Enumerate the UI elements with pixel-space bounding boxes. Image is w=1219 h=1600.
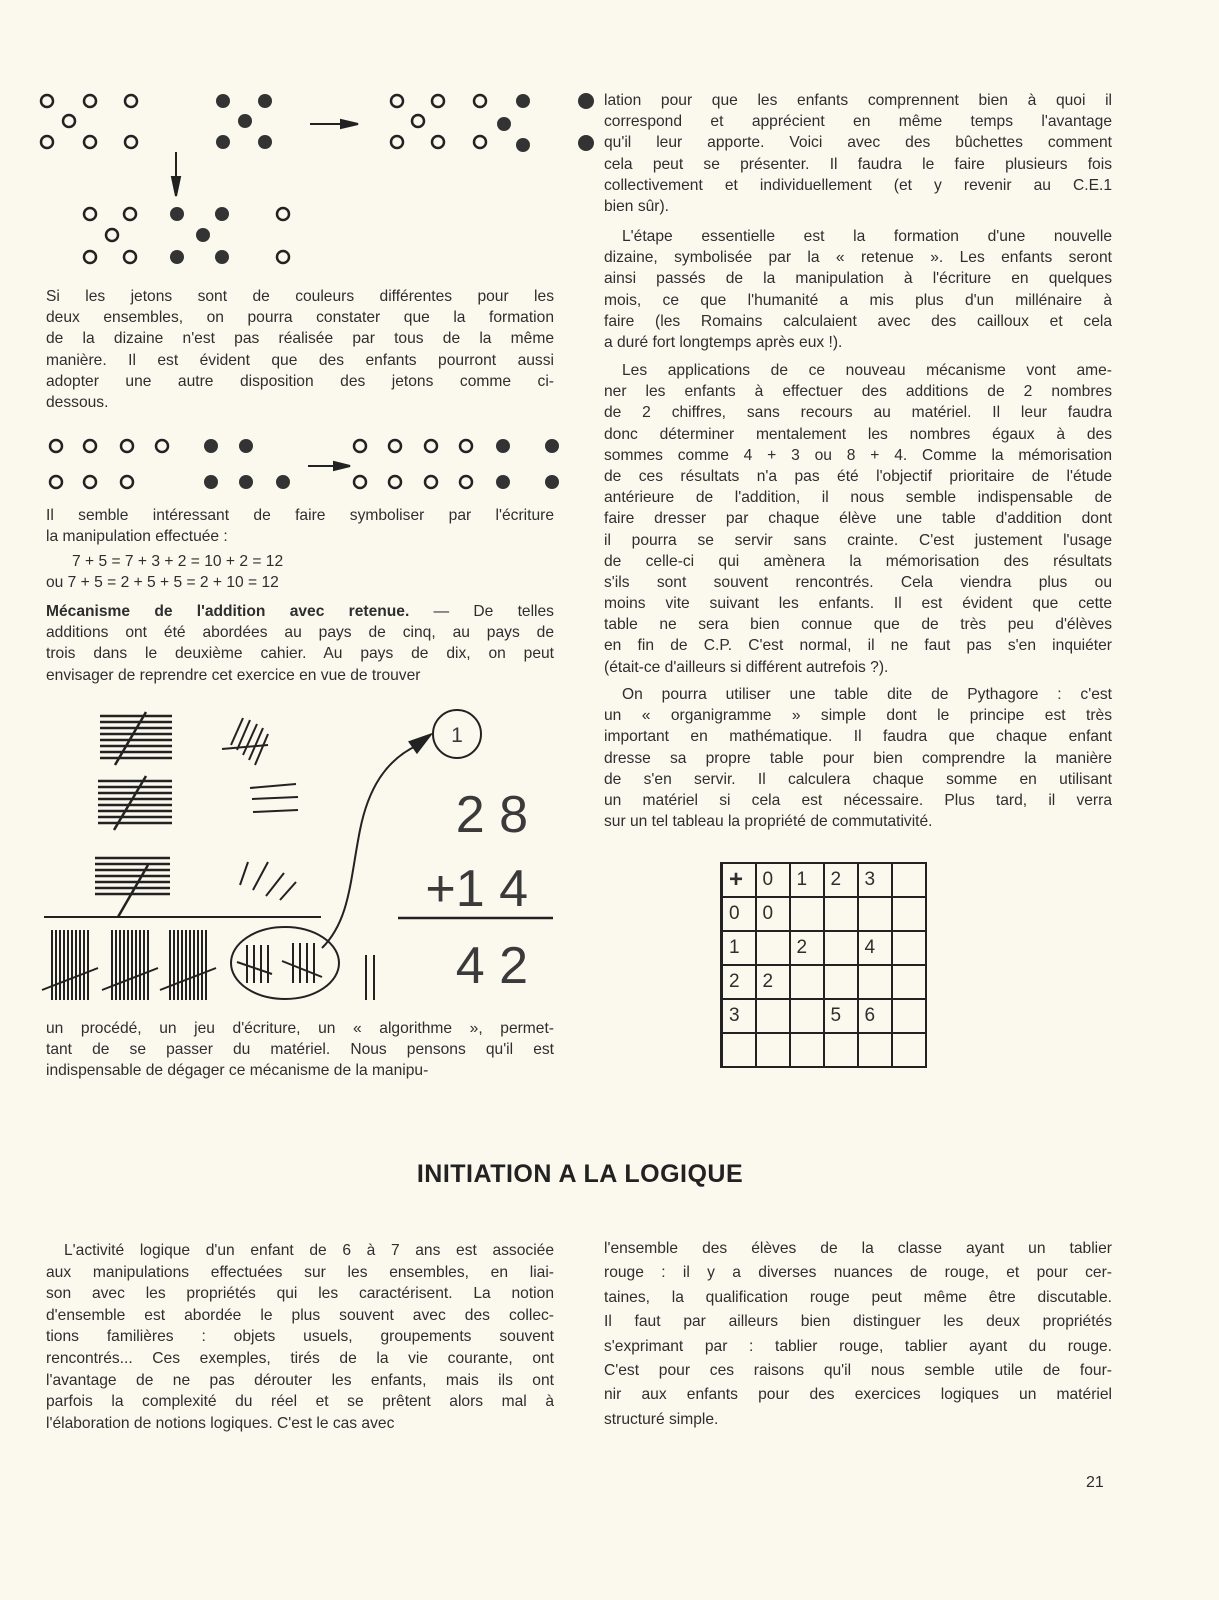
- paragraph-line: a duré fort longtemps après eux !).: [604, 333, 843, 351]
- table-cell: [892, 1033, 926, 1067]
- paragraph-line: un matériel si cela est nécessaire. Plus tard, il verra: [604, 791, 1112, 809]
- table-row: [722, 897, 926, 931]
- paragraph-line: L'étape essentielle est la formation d'une nouvelle: [622, 228, 1112, 245]
- table-cell: 1: [722, 931, 756, 965]
- paragraph-line: qu'il leur apporte. Voici avec des bûchettes comment: [604, 134, 1112, 152]
- table-cell: 4: [858, 931, 892, 965]
- table-cell: 0: [756, 897, 790, 931]
- paragraph-line: correspond et apprécient en même temps l'avantage: [604, 113, 1112, 131]
- paragraph-logic-right: [604, 1237, 1112, 1432]
- paragraph-line: tant de se passer du matériel. Nous pensons qu'il est: [46, 1041, 554, 1059]
- paragraph-line: de s'en servir. Il calculera chaque somme en utilisant: [604, 770, 1112, 788]
- bundle-of-ten-sticks-icon: [160, 930, 216, 1000]
- paragraph-line: Si les jetons sont de couleurs différentes pour les: [46, 288, 554, 305]
- paragraph-line: parfois la complexité du réel et se prêtent alors mal à: [46, 1393, 554, 1411]
- paragraph-line: de celle-ci qui amènera la mémorisation des résultats: [604, 552, 1112, 570]
- table-cell: 3: [858, 863, 892, 897]
- paragraph-algorithm: [46, 1018, 554, 1082]
- paragraph-line: taines, la qualification rouge peut même être discutable.: [604, 1288, 1112, 1306]
- paragraph-line: table ne sera bien connue que de très peu d'élèves: [604, 616, 1112, 634]
- paragraph-line: adopter une autre disposition des jetons comme ci-: [46, 372, 554, 390]
- table-cell: [858, 965, 892, 999]
- paragraph-line: Il faut par ailleurs bien distinguer les deux propriétés: [604, 1313, 1112, 1331]
- paragraph-line: dresse sa propre table pour bien comprendre la manière: [604, 749, 1112, 767]
- paragraph-line: structuré simple.: [604, 1410, 719, 1428]
- paragraph-right-2: [604, 226, 1112, 353]
- table-cell: 2: [790, 931, 824, 965]
- paragraph-line: additions ont été abordées au pays de cinq, au pays de: [46, 624, 554, 642]
- paragraph-line: moins vite suivant les enfants. Il est évident que cette: [604, 595, 1112, 613]
- paragraph-line: envisager de reprendre cet exercice en vue de trouver: [46, 666, 421, 684]
- carry-digit: 1: [451, 724, 463, 747]
- addition-with-carry-figure: [0, 0, 600, 1010]
- paragraph-line: rencontrés... Ces exemples, tirés de la vie courante, ont: [46, 1349, 554, 1367]
- paragraph-line: deux ensembles, on pourra constater que la formation: [46, 309, 554, 327]
- table-cell: [892, 931, 926, 965]
- paragraph-line: bien sûr).: [604, 197, 670, 215]
- paragraph-line: son avec les propriétés qui les caractérisent. La notion: [46, 1285, 554, 1303]
- paragraph-line: un procédé, un jeu d'écriture, un « algorithme », permet-: [46, 1020, 554, 1037]
- paragraph-line: il pourra se servir sans crainte. C'est justement l'usage: [604, 531, 1112, 549]
- paragraph-line: ner les enfants à effectuer des additions de 2 nombres: [604, 383, 1112, 401]
- table-cell: [858, 897, 892, 931]
- paragraph-line: l'avantage de ne pas dérouter les enfants, mais ils ont: [46, 1371, 554, 1389]
- formula-2: ou 7 + 5 = 2 + 5 + 5 = 2 + 10 = 12: [46, 574, 279, 591]
- paragraph-line: de ces résultats n'a pas été l'objectif prioritaire de l'étude: [604, 467, 1112, 485]
- paragraph-line: rouge : il y a diverses nuances de rouge, et pour cer-: [604, 1264, 1112, 1282]
- table-cell: [892, 999, 926, 1033]
- page-number: 21: [1086, 1474, 1104, 1491]
- table-cell: 6: [858, 999, 892, 1033]
- table-row: [722, 999, 926, 1033]
- addend-1: 2 8: [455, 786, 528, 844]
- ten-bundle-icon: [100, 712, 172, 765]
- paragraph-line: L'activité logique d'un enfant de 6 à 7 ans est associée: [64, 1242, 554, 1259]
- table-cell: [756, 999, 790, 1033]
- paragraph-line: Les applications de ce nouveau mécanisme vont ame-: [622, 362, 1112, 379]
- paragraph-line: l'ensemble des élèves de la classe ayant un tablier: [604, 1240, 1112, 1257]
- paragraph-line: faire dresser par chaque élève une table d'addition dont: [604, 510, 1112, 528]
- paragraph-line: cela peut se présenter. Il faudra le faire plusieurs fois: [604, 155, 1112, 173]
- paragraph-line: antérieure de l'addition, il nous semble indispensable de: [604, 489, 1112, 507]
- paragraph-right-3: [604, 360, 1112, 678]
- paragraph-line: un « organigramme » simple dont le principe est très: [604, 707, 1112, 725]
- paragraph-line: faire (les Romains calculaient avec des cailloux et cela: [604, 312, 1112, 330]
- table-cell: [790, 965, 824, 999]
- paragraph-line-text: — De telles: [409, 603, 554, 620]
- table-cell: [790, 999, 824, 1033]
- paragraph-line: en fin de C.P. C'est normal, il ne faut pas s'en inquiéter: [604, 637, 1112, 655]
- paragraph-right-1: [604, 90, 1112, 217]
- table-row: [722, 965, 926, 999]
- paragraph-line: ainsi passés de la manipulation à l'écriture en quelques: [604, 270, 1112, 288]
- paragraph-line: donc déterminer mentalement les nombres égaux à des: [604, 425, 1112, 443]
- table-row: [722, 863, 926, 897]
- table-cell: [824, 897, 858, 931]
- paragraph-line: Il semble intéressant de faire symboliser par l'écriture: [46, 507, 554, 524]
- pythagore-addition-table: [720, 862, 927, 1068]
- mechanism-heading: Mécanisme de l'addition avec retenue.: [46, 603, 410, 620]
- paragraph-line: dizaine, symbolisée par la « retenue ». Les enfants seront: [604, 249, 1112, 267]
- bullet-icon: [578, 93, 594, 109]
- paragraph-line: s'ils sont souvent rencontrés. Cela viendra plus ou: [604, 573, 1112, 591]
- table-row: [722, 1033, 926, 1067]
- paragraph-line: (était-ce d'ailleurs si différent autrefois ?).: [604, 658, 889, 676]
- paragraph-line: s'exprimant par : tablier rouge, tablier ayant du rouge.: [604, 1337, 1112, 1355]
- paragraph-line: nir aux enfants pour des exercices logiques un matériel: [604, 1386, 1112, 1404]
- table-cell: 2: [722, 965, 756, 999]
- table-cell: [858, 1033, 892, 1067]
- paragraph-right-4: [604, 684, 1112, 832]
- paragraph-line: sommes comme 4 + 3 ou 8 + 4. Comme la mémorisation: [604, 446, 1112, 464]
- paragraph-line: manière. Il est évident que des enfants pourront aussi: [46, 351, 554, 369]
- paragraph-line: mois, ce que l'humanité a mis plus d'un millénaire à: [604, 291, 1112, 309]
- table-cell: [824, 965, 858, 999]
- table-cell: [824, 931, 858, 965]
- paragraph-line: dessous.: [46, 393, 109, 411]
- table-cell: [892, 863, 926, 897]
- paragraph-line: aux manipulations effectuées sur les ensembles, en liai-: [46, 1263, 554, 1281]
- table-cell: [892, 965, 926, 999]
- ten-bundle-icon: [95, 858, 170, 917]
- table-cell: 2: [756, 965, 790, 999]
- ten-bundle-icon: [98, 776, 172, 830]
- table-cell: [824, 1033, 858, 1067]
- table-cell: 0: [756, 863, 790, 897]
- bundle-of-ten-sticks-icon: [102, 930, 158, 1000]
- paragraph-line: lation pour que les enfants comprennent bien à quoi il: [604, 92, 1112, 109]
- paragraph-line: indispensable de dégager ce mécanisme de la manipu-: [46, 1062, 429, 1080]
- paragraph-logic-left: [46, 1240, 554, 1434]
- table-cell: [756, 931, 790, 965]
- bundle-of-ten-sticks-icon: [42, 930, 98, 1000]
- table-cell: [756, 1033, 790, 1067]
- paragraph-line: la manipulation effectuée :: [46, 528, 228, 546]
- table-cell: [790, 1033, 824, 1067]
- paragraph-line: tions familières : objets usuels, groupements souvent: [46, 1328, 554, 1346]
- addend-2: +1 4: [425, 860, 528, 918]
- table-cell: 1: [790, 863, 824, 897]
- paragraph-line: de 2 chiffres, sans recours au matériel. Il leur faudra: [604, 404, 1112, 422]
- table-cell: 2: [824, 863, 858, 897]
- paragraph-line: On pourra utiliser une table dite de Pythagore : c'est: [622, 686, 1112, 703]
- table-cell: 0: [722, 897, 756, 931]
- section-title: INITIATION A LA LOGIQUE: [416, 1160, 744, 1188]
- table-cell: [892, 897, 926, 931]
- table-cell: 5: [824, 999, 858, 1033]
- paragraph-line: de la dizaine n'est pas réalisée par tous de la même: [46, 330, 554, 348]
- plus-sign-cell: +: [722, 863, 756, 897]
- paragraph-line: d'ensemble est abordée le plus souvent avec des collec-: [46, 1306, 554, 1324]
- paragraph-line: important en mathématique. Il faudra que chaque enfant: [604, 728, 1112, 746]
- paragraph-line: l'élaboration de notions logiques. C'est le cas avec: [46, 1414, 395, 1432]
- table-cell: 3: [722, 999, 756, 1033]
- formula-1: 7 + 5 = 7 + 3 + 2 = 10 + 2 = 12: [72, 553, 284, 570]
- table-cell: [790, 897, 824, 931]
- paragraph-line: C'est pour ces raisons qu'il nous semble utile de four-: [604, 1361, 1112, 1379]
- bullet-icon: [578, 135, 594, 151]
- table-cell: [722, 1033, 756, 1067]
- table-row: [722, 931, 926, 965]
- paragraph-line: collectivement et individuellement (et y revenir au C.E.1: [604, 176, 1112, 194]
- sum-result: 4 2: [455, 937, 528, 995]
- paragraph-line: trois dans le deuxième cahier. Au pays de dix, on peut: [46, 645, 554, 663]
- paragraph-line: sur un tel tableau la propriété de commutativité.: [604, 813, 933, 831]
